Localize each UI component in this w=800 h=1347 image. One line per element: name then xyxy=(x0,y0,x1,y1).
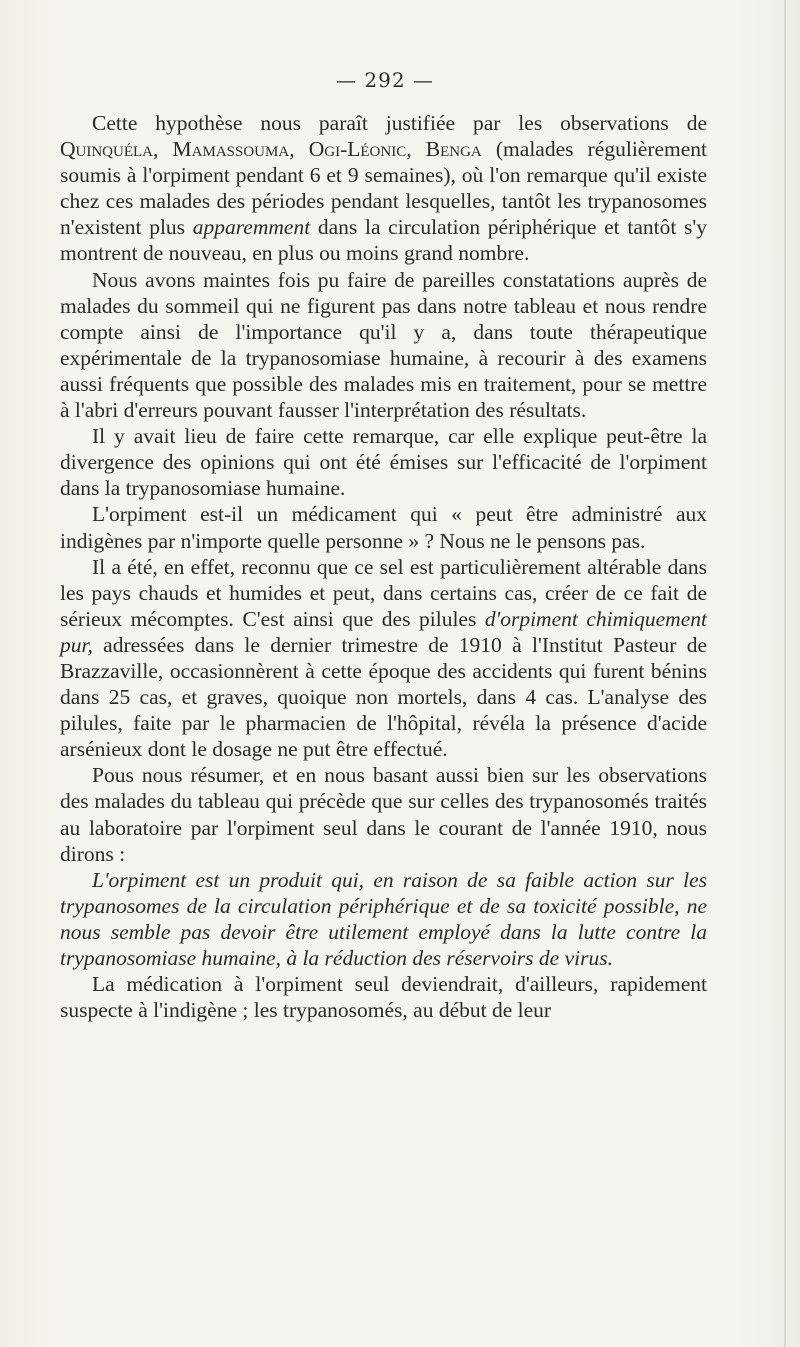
paragraph-5 xyxy=(60,554,707,763)
emphasis: d'orpiment chimiquement pur, xyxy=(60,606,707,657)
text-run: Il a été, en effet, reconnu que ce sel est particulièrement altérable dans les pays chauds et humides et peut, dans certains cas, créer de ce fait de sérieux mécomptes. C'est ainsi que des pilules xyxy=(60,554,707,631)
emphasis: apparemment xyxy=(192,215,311,240)
patient-name: Ogi-Léonic xyxy=(308,137,407,162)
patient-name: Quinquéla xyxy=(60,137,154,162)
paragraph-6: Pous nous résumer, et en nous basant aussi bien sur les observations des malades du tableau qui précède que sur celles des trypanosomés traités au laboratoire par l'orpiment seul dans le courant de l'année 1910, nous dirons : xyxy=(60,763,707,866)
patient-name: Mamassouma xyxy=(172,137,290,162)
paragraph-4: L'orpiment est-il un médicament qui « peut être administré aux indigènes par n'importe quelle personne » ? Nous ne le pensons pas. xyxy=(60,502,707,553)
paragraph-1 xyxy=(60,110,707,267)
paragraph-3: Il y avait lieu de faire cette remarque, car elle explique peut-être la divergence des opinions qui ont été émises sur l'efficacité de l'orpiment dans la trypanosomiase humaine. xyxy=(60,424,707,501)
paragraph-2: Nous avons maintes fois pu faire de pareilles constatations auprès de malades du sommeil qui ne figurent pas dans notre tableau et nous rendre compte ainsi de l'importance qu'il y a, dans toute thérapeutique expérimentale de la trypanosomiase humaine, à recourir à des examens aussi fréquents que possible des malades mis en traitement, pour se mettre à l'abri d'erreurs pouvant fausser l'interprétation des résultats. xyxy=(60,267,707,423)
paragraph-8: La médication à l'orpiment seul deviendrait, d'ailleurs, rapidement suspecte à l'indigène ; les trypanosomés, au début de leur xyxy=(60,972,707,1023)
text-run: Cette hypothèse nous paraît justifiée par les observations de xyxy=(92,111,707,135)
patient-name: Benga xyxy=(425,137,482,162)
text-run: , xyxy=(289,137,309,162)
text-run: (malades régulièrement soumis à l'orpiment pendant 6 et 9 semaines), où l'on remarque qu'il existe chez ces malades des périodes pendant lesquelles, tantôt les trypanosomes n'existent plus xyxy=(60,137,708,240)
conclusion-paragraph: L'orpiment est un produit qui, en raison de sa faible action sur les trypanosomes de la circulation périphérique et de sa toxicité possible, ne nous semble pas devoir être utilement employé dans la lutte contre la trypanosomiase humaine, à la réduction des réservoirs de virus. xyxy=(60,867,707,970)
body-text xyxy=(60,110,707,1023)
page-number: — 292 — xyxy=(336,68,434,92)
text-run: , xyxy=(406,137,426,162)
text-run: dans la circulation périphérique et tantôt s'y montrent de nouveau, en plus ou moins grand nombre. xyxy=(60,215,707,266)
page-edge xyxy=(784,0,786,1347)
text-run: , xyxy=(153,137,173,162)
text-run: adressées dans le dernier trimestre de 1910 à l'Institut Pasteur de Brazzaville, occasionnèrent à cette époque des accidents qui furent bénins dans 25 cas, et graves, quoique non mortels, dans 4 cas. L'analyse des pilules, faite par le pharmacien de l'hôpital, révéla la présence d'acide arsénieux dont le dosage ne put être effectué. xyxy=(60,632,707,762)
